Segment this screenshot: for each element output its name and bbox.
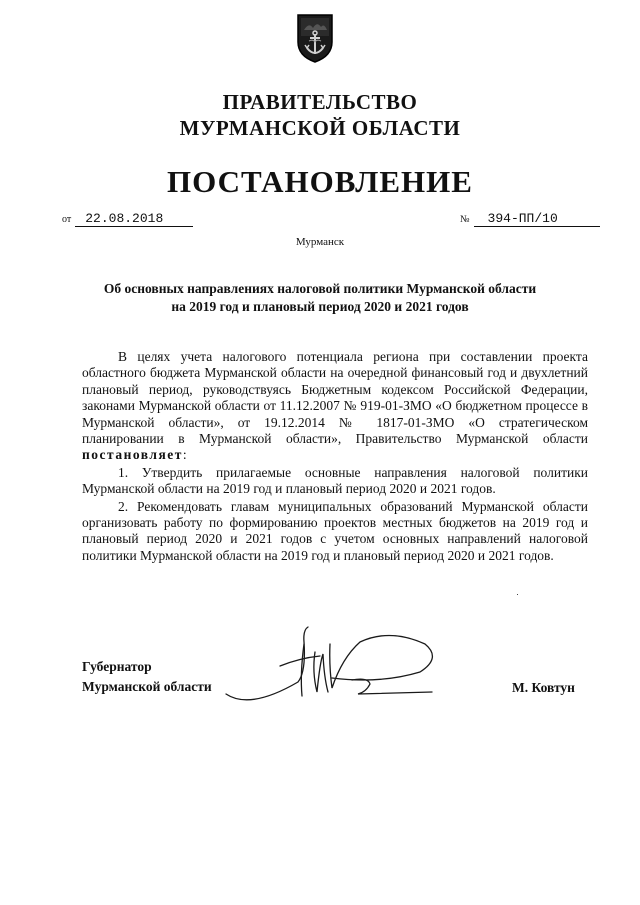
number-value: 394-ПП/10 [474,211,600,227]
body-paragraph-1: 1. Утвердить прилагаемые основные направления налоговой политики Мурманской области на 2019 год и плановый период 2020 и 2021 годов. [82,464,588,497]
org-name-line2: МУРМАНСКОЙ ОБЛАСТИ [179,116,461,140]
preamble-end: : [182,447,187,463]
date-field [62,209,193,227]
signatory-position [82,657,212,697]
coat-of-arms-icon [295,12,335,64]
org-name-line1: ПРАВИТЕЛЬСТВО [222,90,418,114]
document-subject [60,280,580,316]
preamble-text: В целях учета налогового потенциала региона при составлении проекта областного бюджета Мурманской области на очередной финансовый год и двухлетний плановый период, руководствуясь Бюджетным кодексом Российской Федерации, законами Мурманской области от 11.12.2007 № 919-01-ЗМО «О бюджетном процессе в Мурманской области», от 19.12.2014 № 1817-01-ЗМО «О стратегическом планировании в Мурманской области», Правительство Мурманской области [82,349,588,447]
document-type: ПОСТАНОВЛЕНИЕ [167,164,473,199]
signatory-name: М. Ковтун [512,680,575,695]
body-paragraph-preamble [82,349,588,464]
signatory-position-line1: Губернатор [82,659,152,674]
subject-line2: на 2019 год и плановый период 2020 и 2021 годов [171,299,469,314]
scan-speck [517,594,518,595]
document-body [82,349,588,565]
date-value: 22.08.2018 [75,211,193,227]
subject-line1: Об основных направлениях налоговой политики Мурманской области [103,281,537,296]
handwritten-signature [220,622,460,712]
number-field [460,209,600,227]
body-paragraph-2: 2. Рекомендовать главам муниципальных образований Мурманской области организовать работу по формированию проектов местных бюджетов на 2019 год и плановый период 2020 и 2021 годов с учетом основных направлений налоговой политики Мурманской области на 2019 год и плановый период 2020 и 2021 годов. [82,498,588,563]
signatory-position-line2: Мурманской области [82,679,212,694]
city: Мурманск [295,236,345,248]
date-prefix: от [62,214,72,225]
resolution-verb: постановляет [82,447,183,463]
number-prefix: № [460,214,470,225]
